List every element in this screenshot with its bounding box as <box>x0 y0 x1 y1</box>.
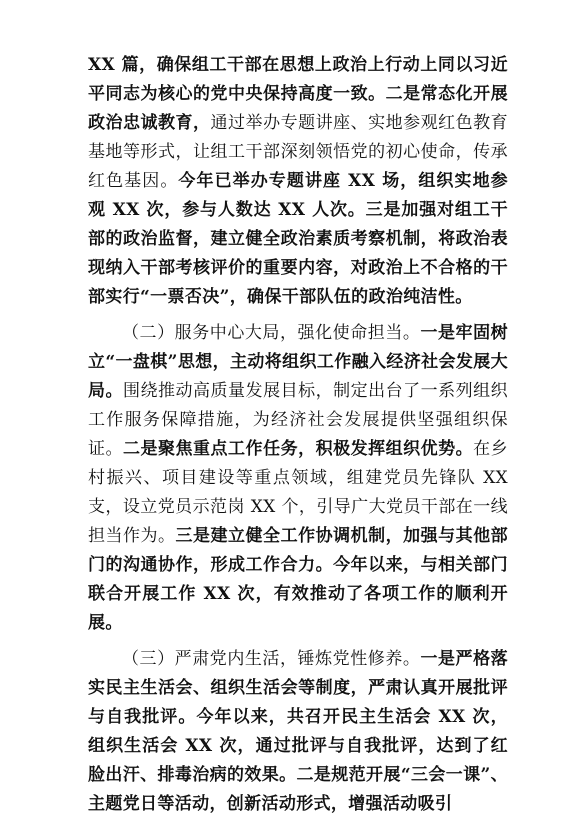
paragraph-2-span-3: 围绕推动高质量发展目标，制定出台了一系列组织工作服务保障措施，为经济社会发展提供坚强组织保证。 <box>88 381 508 459</box>
paragraph-2-span-2: 一是牢固树立“一盘棋”思想，主动将组织工作融入经济社会发展大局。 <box>88 323 509 401</box>
paragraph-2-span-5: 在乡村振兴、项目建设等重点领域，组建党员先锋队 XX 支，设立党员示范岗 XX 个，引导广大党员干部在一线担当作为。 <box>88 439 508 546</box>
paragraph-2-span-4: 二是聚焦重点工作任务，积极发挥组织优势。 <box>123 439 474 459</box>
paragraph-3-span-2: 一是严格落实民主生活会、组织生活会等制度，严肃认真开展批评与自我批评。 <box>88 649 509 727</box>
paragraph-1-span-4: 今年已举办专题讲座 XX 场，组织实地参观 XX 次，参与人数达 XX 人次。 <box>88 171 509 220</box>
paragraph-2-span-7: 今年以来，与相关部门联合开展工作 XX 次，有效推动了各项工作的顺利开展。 <box>88 555 508 633</box>
paragraph-2-span-6: 三是建立健全工作协调机制，加强与其他部门的沟通协作，形成工作合力。 <box>88 526 508 575</box>
paragraph-3-span-3: 今年以来，共召开民主生活会 XX 次，组织生活会 XX 次，通过批评与自我批评，达到了红脸出汗、排毒治病的效果。 <box>88 707 508 785</box>
paragraph-2 <box>88 319 508 638</box>
paragraph-2-heading: （二）服务中心大局，强化使命担当。 <box>122 323 421 343</box>
paragraph-1-span-1: XX 篇，确保组工干部在思想上政治上行动上同以习近平同志为核心的党中央保持高度一致。 <box>88 55 508 104</box>
paragraph-3-heading: （三）严肃党内生活，锤炼党性修养。 <box>122 649 421 669</box>
paragraph-1-span-3: 通过举办专题讲座、实地参观红色教育基地等形式，让组工干部深刻领悟党的初心使命，传承红色基因。 <box>88 113 508 191</box>
document-body <box>88 51 508 826</box>
paragraph-1-span-5: 三是加强对组工干部的政治监督，建立健全政治素质考察机制，将政治表现纳入干部考核评价的重要内容，对政治上不合格的干部实行“一票否决”，确保干部队伍的政治纯洁性。 <box>88 200 508 307</box>
paragraph-3 <box>88 645 508 819</box>
paragraph-1 <box>88 51 508 312</box>
paragraph-1-span-2: 二是常态化开展政治忠诚教育， <box>88 84 508 133</box>
paragraph-3-span-4: 二是规范开展“三会一课”、主题党日等活动，创新活动形式，增强活动吸引 <box>88 765 508 814</box>
